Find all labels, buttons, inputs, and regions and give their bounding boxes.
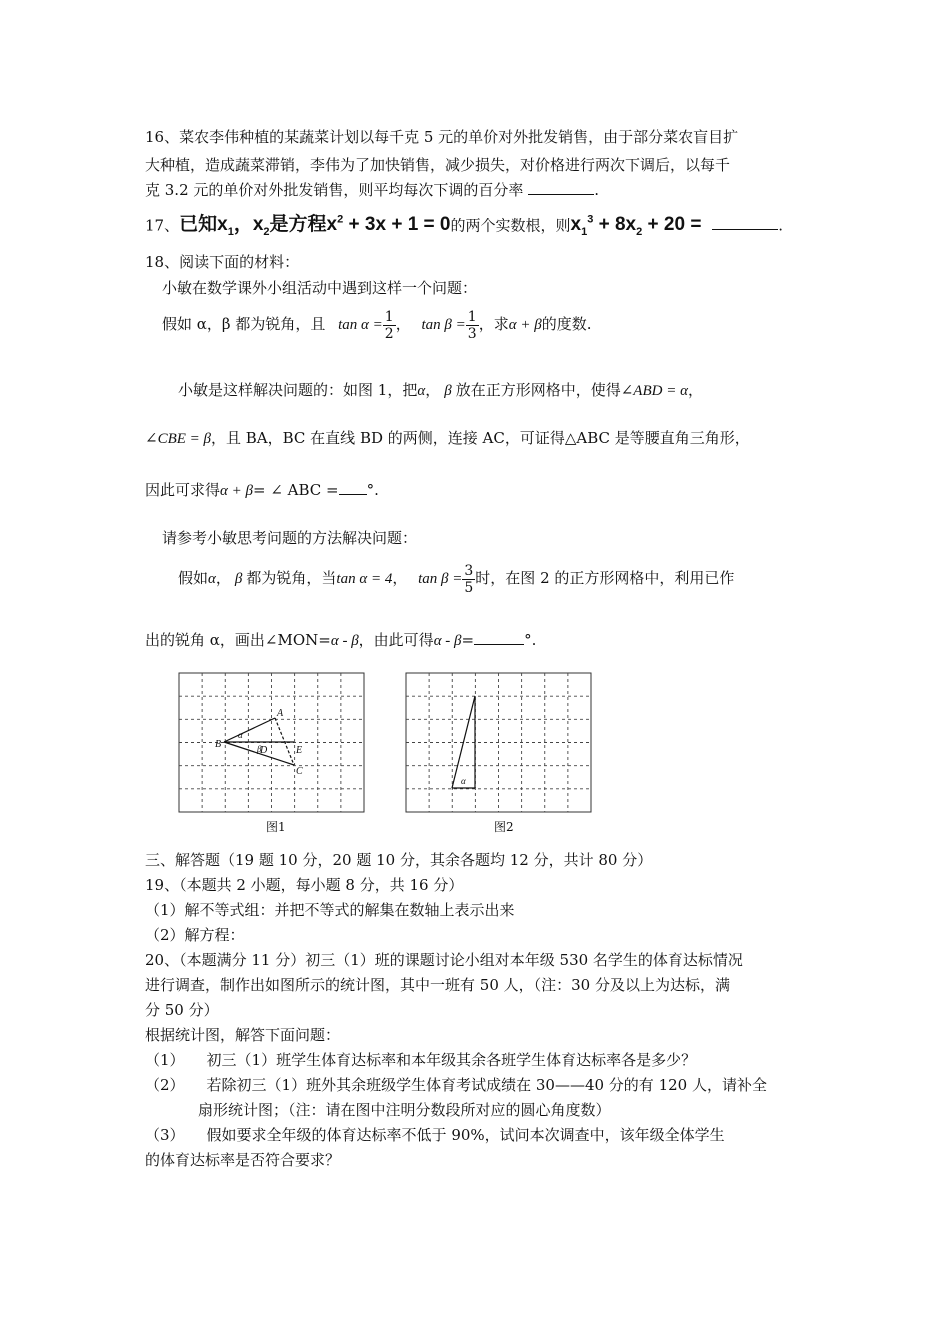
q18-blank-1[interactable] bbox=[339, 480, 367, 495]
q16-line3: 克 3.2 元的单价对外批发销售，则平均每次下调的百分率 . bbox=[145, 181, 599, 199]
q18-problem-2: 假如α， β 都为锐角，当tan α = 4， tan β = $\frac{3}{5}$ 时，在图 2 的正方形网格中，利用已作 bbox=[178, 562, 735, 596]
segment-hyp bbox=[452, 696, 475, 788]
q20-sub3: （3） 假如要求全年级的体育达标率不低于 90%，试问本次调查中，该年级全体学生 bbox=[145, 1126, 725, 1144]
q20-line4: 根据统计图，解答下面问题： bbox=[145, 1026, 341, 1044]
q20-line3: 分 50 分） bbox=[145, 1001, 219, 1019]
q18-solution-3: 因此可求得α + β= ∠ ABC = °. bbox=[145, 481, 379, 499]
q18-problem-2b: 出的锐角 α，画出∠MON=α - β，由此可得α - β= °. bbox=[145, 631, 537, 649]
q18-title: 18、阅读下面的材料： bbox=[145, 253, 300, 271]
q18-blank-2[interactable] bbox=[474, 630, 524, 645]
q17-line: 17、已知$x_1$，$x_2$是方程$x^2 + 3x + 1 = 0$的两个实数根，则$x_1^3 + 8x_2 + 20$ = . bbox=[145, 214, 783, 239]
label-a: A bbox=[277, 708, 284, 719]
q18-intro: 小敏在数学课外小组活动中遇到这样一个问题： bbox=[162, 279, 478, 297]
label-b: B bbox=[215, 739, 222, 750]
figure-1-caption: 图1 bbox=[266, 820, 286, 834]
q18-condition: 假如 α，β 都为锐角，且 tan α = $\frac{1}{2}$ ， tan β = $\frac{1}{3}$ ，求α + β的度数. bbox=[162, 308, 592, 342]
segment-ba bbox=[224, 718, 275, 742]
q16-line2: 大种植，造成蔬菜滞销，李伟为了加快销售，减少损失，对价格进行两次下调后，以每千 bbox=[145, 156, 731, 174]
q20-line2: 进行调查，制作出如图所示的统计图，其中一班有 50 人，（注：30 分及以上为达标，满 bbox=[145, 976, 730, 994]
figure-2-caption: 图2 bbox=[494, 820, 514, 834]
q18-solution-1: 小敏是这样解决问题的：如图 1，把α， β 放在正方形网格中，使得∠ABD = α， bbox=[178, 381, 703, 399]
label-e: E bbox=[296, 745, 303, 756]
label-beta: β bbox=[257, 744, 262, 754]
q20-sub3b: 的体育达标率是否符合要求？ bbox=[145, 1151, 341, 1169]
q18-reference: 请参考小敏思考问题的方法解决问题： bbox=[162, 529, 418, 547]
q20-sub1: （1） 初三（1）班学生体育达标率和本年级其余各班学生体育达标率各是多少？ bbox=[145, 1051, 697, 1069]
section-3-header: 三、解答题（19 题 10 分，20 题 10 分，其余各题均 12 分，共计 80 分） bbox=[145, 851, 653, 869]
figure-2-grid bbox=[405, 672, 593, 814]
q19-part2: （2）解方程： bbox=[145, 926, 245, 944]
q20-sub2: （2） 若除初三（1）班外其余班级学生体育考试成绩在 30——40 分的有 120 人，请补全 bbox=[145, 1076, 767, 1094]
q20-line1: 20、（本题满分 11 分）初三（1）班的课题讨论小组对本年级 530 名学生的体育达标情况 bbox=[145, 951, 743, 969]
q19-part1: （1）解不等式组：并把不等式的解集在数轴上表示出来 bbox=[145, 901, 515, 919]
q19-title: 19、（本题共 2 小题，每小题 8 分，共 16 分） bbox=[145, 876, 464, 894]
label-alpha-2: α bbox=[461, 776, 466, 786]
label-alpha: α bbox=[238, 730, 243, 740]
q18-solution-2: ∠CBE = β，且 BA，BC 在直线 BD 的两侧，连接 AC，可证得△ABC 是等腰直角三角形， bbox=[145, 429, 750, 447]
label-c: C bbox=[296, 766, 303, 777]
q16-answer-blank[interactable] bbox=[528, 180, 594, 195]
q16-line1: 16、菜农李伟种植的某蔬菜计划以每千克 5 元的单价对外批发销售，由于部分菜农盲目扩 bbox=[145, 128, 739, 146]
q17-answer-blank[interactable] bbox=[712, 215, 778, 230]
q20-sub2b: 扇形统计图；（注：请在图中注明分数段所对应的圆心角度数） bbox=[198, 1101, 611, 1119]
label-d: D bbox=[260, 745, 268, 756]
figure-1-grid bbox=[178, 672, 366, 814]
